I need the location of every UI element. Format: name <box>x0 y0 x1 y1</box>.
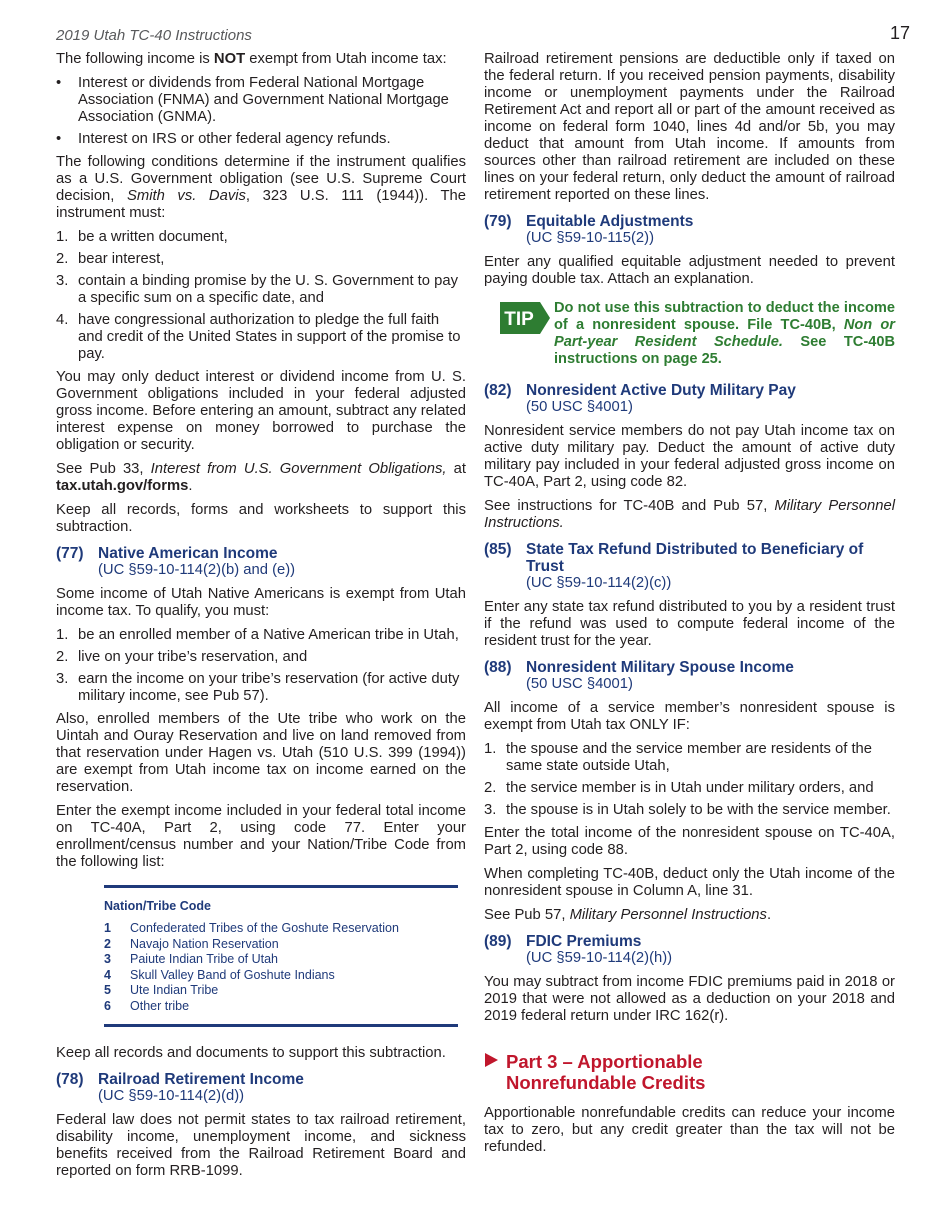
part-3-paragraph: Apportionable nonrefundable credits can reduce your income tax to zero, but any credit greater than the tax will not be refunded. <box>484 1105 895 1155</box>
section-88-list <box>484 741 895 819</box>
pub33-paragraph: See Pub 33, Interest from U.S. Government Obligations, at tax.utah.gov/forms. <box>56 461 466 494</box>
table-row: 6 Other tribe <box>104 998 190 1013</box>
list-item: 3. contain a binding promise by the U. S. Government to pay a specific sum on a specific date, and <box>56 273 458 306</box>
list-item: 3. earn the income on your tribe’s reservation (for active duty military income, see Pub 57). <box>56 671 460 704</box>
table-row: 4 Skull Valley Band of Goshute Indians <box>104 967 335 982</box>
list-item: 1. be a written document, <box>56 229 228 245</box>
tribe-table-header: Nation/Tribe Code <box>104 899 211 913</box>
ute-paragraph: Also, enrolled members of the Ute tribe who work on the Uintah and Ouray Reservation and live on land removed from that reservation under Hagen vs. Utah (510 U.S. 399 (1994)) are exempt from Utah income tax on income earned on the reservation. <box>56 711 466 795</box>
conditions-intro: The following conditions determine if the instrument qualifies as a U.S. Government obligation (see U.S. Supreme Court decision, Smith vs. Davis, 323 U.S. 111 (1944)). The instrument must: <box>56 154 466 221</box>
section-85-heading: (85) State Tax Refund Distributed to Beneficiary of Trust (UC §59-10-114(2)(c)) <box>484 541 864 591</box>
list-item: 2. live on your tribe’s reservation, and <box>56 649 308 665</box>
section-82-see: See instructions for TC-40B and Pub 57, Military Personnel Instructions. <box>484 498 895 531</box>
tip-icon <box>500 302 550 334</box>
section-77-intro: Some income of Utah Native Americans is exempt from Utah income tax. To qualify, you must: <box>56 586 466 619</box>
section-88-intro: All income of a service member’s nonresident spouse is exempt from Utah tax ONLY IF: <box>484 700 895 733</box>
list-item: 1. the spouse and the service member are residents of the same state outside Utah, <box>484 741 873 774</box>
page-header-title: 2019 Utah TC-40 Instructions <box>56 27 252 44</box>
railroad-paragraph: Railroad retirement pensions are deductible only if taxed on the federal return. If you received pension payments, disability income or unemployment payments under the Railroad Retirement Act and report all or part of the amount received as income on federal form 1040, lines 4d and/or 5b, you may deduct that amount from Utah income. If amounts from sources other than railroad retirement are included on these lines on your federal return, only deduct the amount of railroad retirement reported on these lines. <box>484 51 895 203</box>
section-77-list <box>56 627 466 705</box>
section-78-paragraph: Federal law does not permit states to tax railroad retirement, disability income, unemployment income, and sickness benefits received from the Railroad Retirement Board and reported on form RRB-1099. <box>56 1112 466 1179</box>
intro-paragraph: The following income is NOT exempt from Utah income tax: <box>56 51 447 67</box>
section-88-see: See Pub 57, Military Personnel Instructions. <box>484 907 772 923</box>
section-79-paragraph: Enter any qualified equitable adjustment needed to prevent paying double tax. Attach an explanation. <box>484 254 895 287</box>
section-77-heading: (77) Native American Income (UC §59-10-114(2)(b) and (e)) <box>56 545 296 578</box>
list-item: 4. have congressional authorization to pledge the full faith and credit of the United States in support of the promise to pay. <box>56 312 461 362</box>
section-88-when: When completing TC-40B, deduct only the Utah income of the nonresident spouse in Column A, line 31. <box>484 866 895 899</box>
page-number: 17 <box>889 23 910 43</box>
list-item: 1. be an enrolled member of a Native American tribe in Utah, <box>56 627 459 643</box>
part-3-heading: Part 3 – Apportionable Nonrefundable Credits <box>484 1051 895 1093</box>
tribe-code-table <box>104 885 458 1027</box>
section-82-heading: (82) Nonresident Active Duty Military Pay (50 USC §4001) <box>484 382 796 415</box>
table-row: 1 Confederated Tribes of the Goshute Reservation <box>104 921 399 935</box>
bullet-icon: • <box>56 75 62 91</box>
section-89-heading: (89) FDIC Premiums (UC §59-10-114(2)(h)) <box>484 933 673 966</box>
deduct-paragraph: You may only deduct interest or dividend income from U. S. Government obligations included in your federal adjusted gross income. Before entering an amount, subtract any related interest expense on money borrowed to purchase the obligation or security. <box>56 369 466 453</box>
section-85-paragraph: Enter any state tax refund distributed to you by a resident trust if the refund was used to compute federal income of the resident trust for the year. <box>484 599 895 649</box>
section-88-heading: (88) Nonresident Military Spouse Income (50 USC §4001) <box>484 659 794 692</box>
table-row: 2 Navajo Nation Reservation <box>104 936 279 951</box>
keep-records-paragraph: Keep all records, forms and worksheets to support this subtraction. <box>56 502 466 535</box>
tax-utah-forms-link[interactable]: tax.utah.gov/forms <box>56 478 189 494</box>
right-column <box>484 51 895 1163</box>
section-82-paragraph: Nonresident service members do not pay Utah income tax on active duty military pay. Deduct the amount of active duty military pay included in your federal adjusted gross income on TC-40A, Part 2, using code 82. <box>484 423 895 490</box>
svg-text:TIP: TIP <box>504 309 534 330</box>
section-88-enter: Enter the total income of the nonresident spouse on TC-40A, Part 2, using code 88. <box>484 825 895 858</box>
list-item: • Interest on IRS or other federal agency refunds. <box>56 131 391 147</box>
play-arrow-icon <box>484 1051 506 1093</box>
list-item: 2. the service member is in Utah under military orders, and <box>484 780 874 796</box>
tip-text: Do not use this subtraction to deduct the income of a nonresident spouse. File TC-40B, Non or Part-year Resident Schedule. See TC-40B instructions on page 25. <box>554 300 895 367</box>
enter-exempt-paragraph: Enter the exempt income included in your federal total income on TC-40A, Part 2, using code 77. Enter your enrollment/census number and your Nation/Tribe Code from the following list: <box>56 803 466 870</box>
section-78-heading: (78) Railroad Retirement Income (UC §59-10-114(2)(d)) <box>56 1071 304 1104</box>
section-79-heading: (79) Equitable Adjustments (UC §59-10-115(2)) <box>484 213 694 246</box>
left-column <box>56 51 466 1187</box>
bullet-icon: • <box>56 131 62 147</box>
list-item: • Interest or dividends from Federal National Mortgage Association (FNMA) and Government National Mortgage Association (GNMA). <box>56 75 449 125</box>
table-row: 5 Ute Indian Tribe <box>104 983 219 997</box>
section-89-paragraph: You may subtract from income FDIC premiums paid in 2018 or 2019 that were not allowed as a deduction on your 2018 and 2019 federal return under IRC 162(r). <box>484 974 895 1024</box>
non-exempt-list <box>56 75 466 148</box>
list-item: 3. the spouse is in Utah solely to be with the service member. <box>484 802 891 818</box>
table-row: 3 Paiute Indian Tribe of Utah <box>104 952 279 966</box>
list-item: 2. bear interest, <box>56 251 165 267</box>
keep-documents-paragraph: Keep all records and documents to support this subtraction. <box>56 1045 446 1061</box>
tip-box <box>500 300 895 368</box>
conditions-list <box>56 229 466 363</box>
